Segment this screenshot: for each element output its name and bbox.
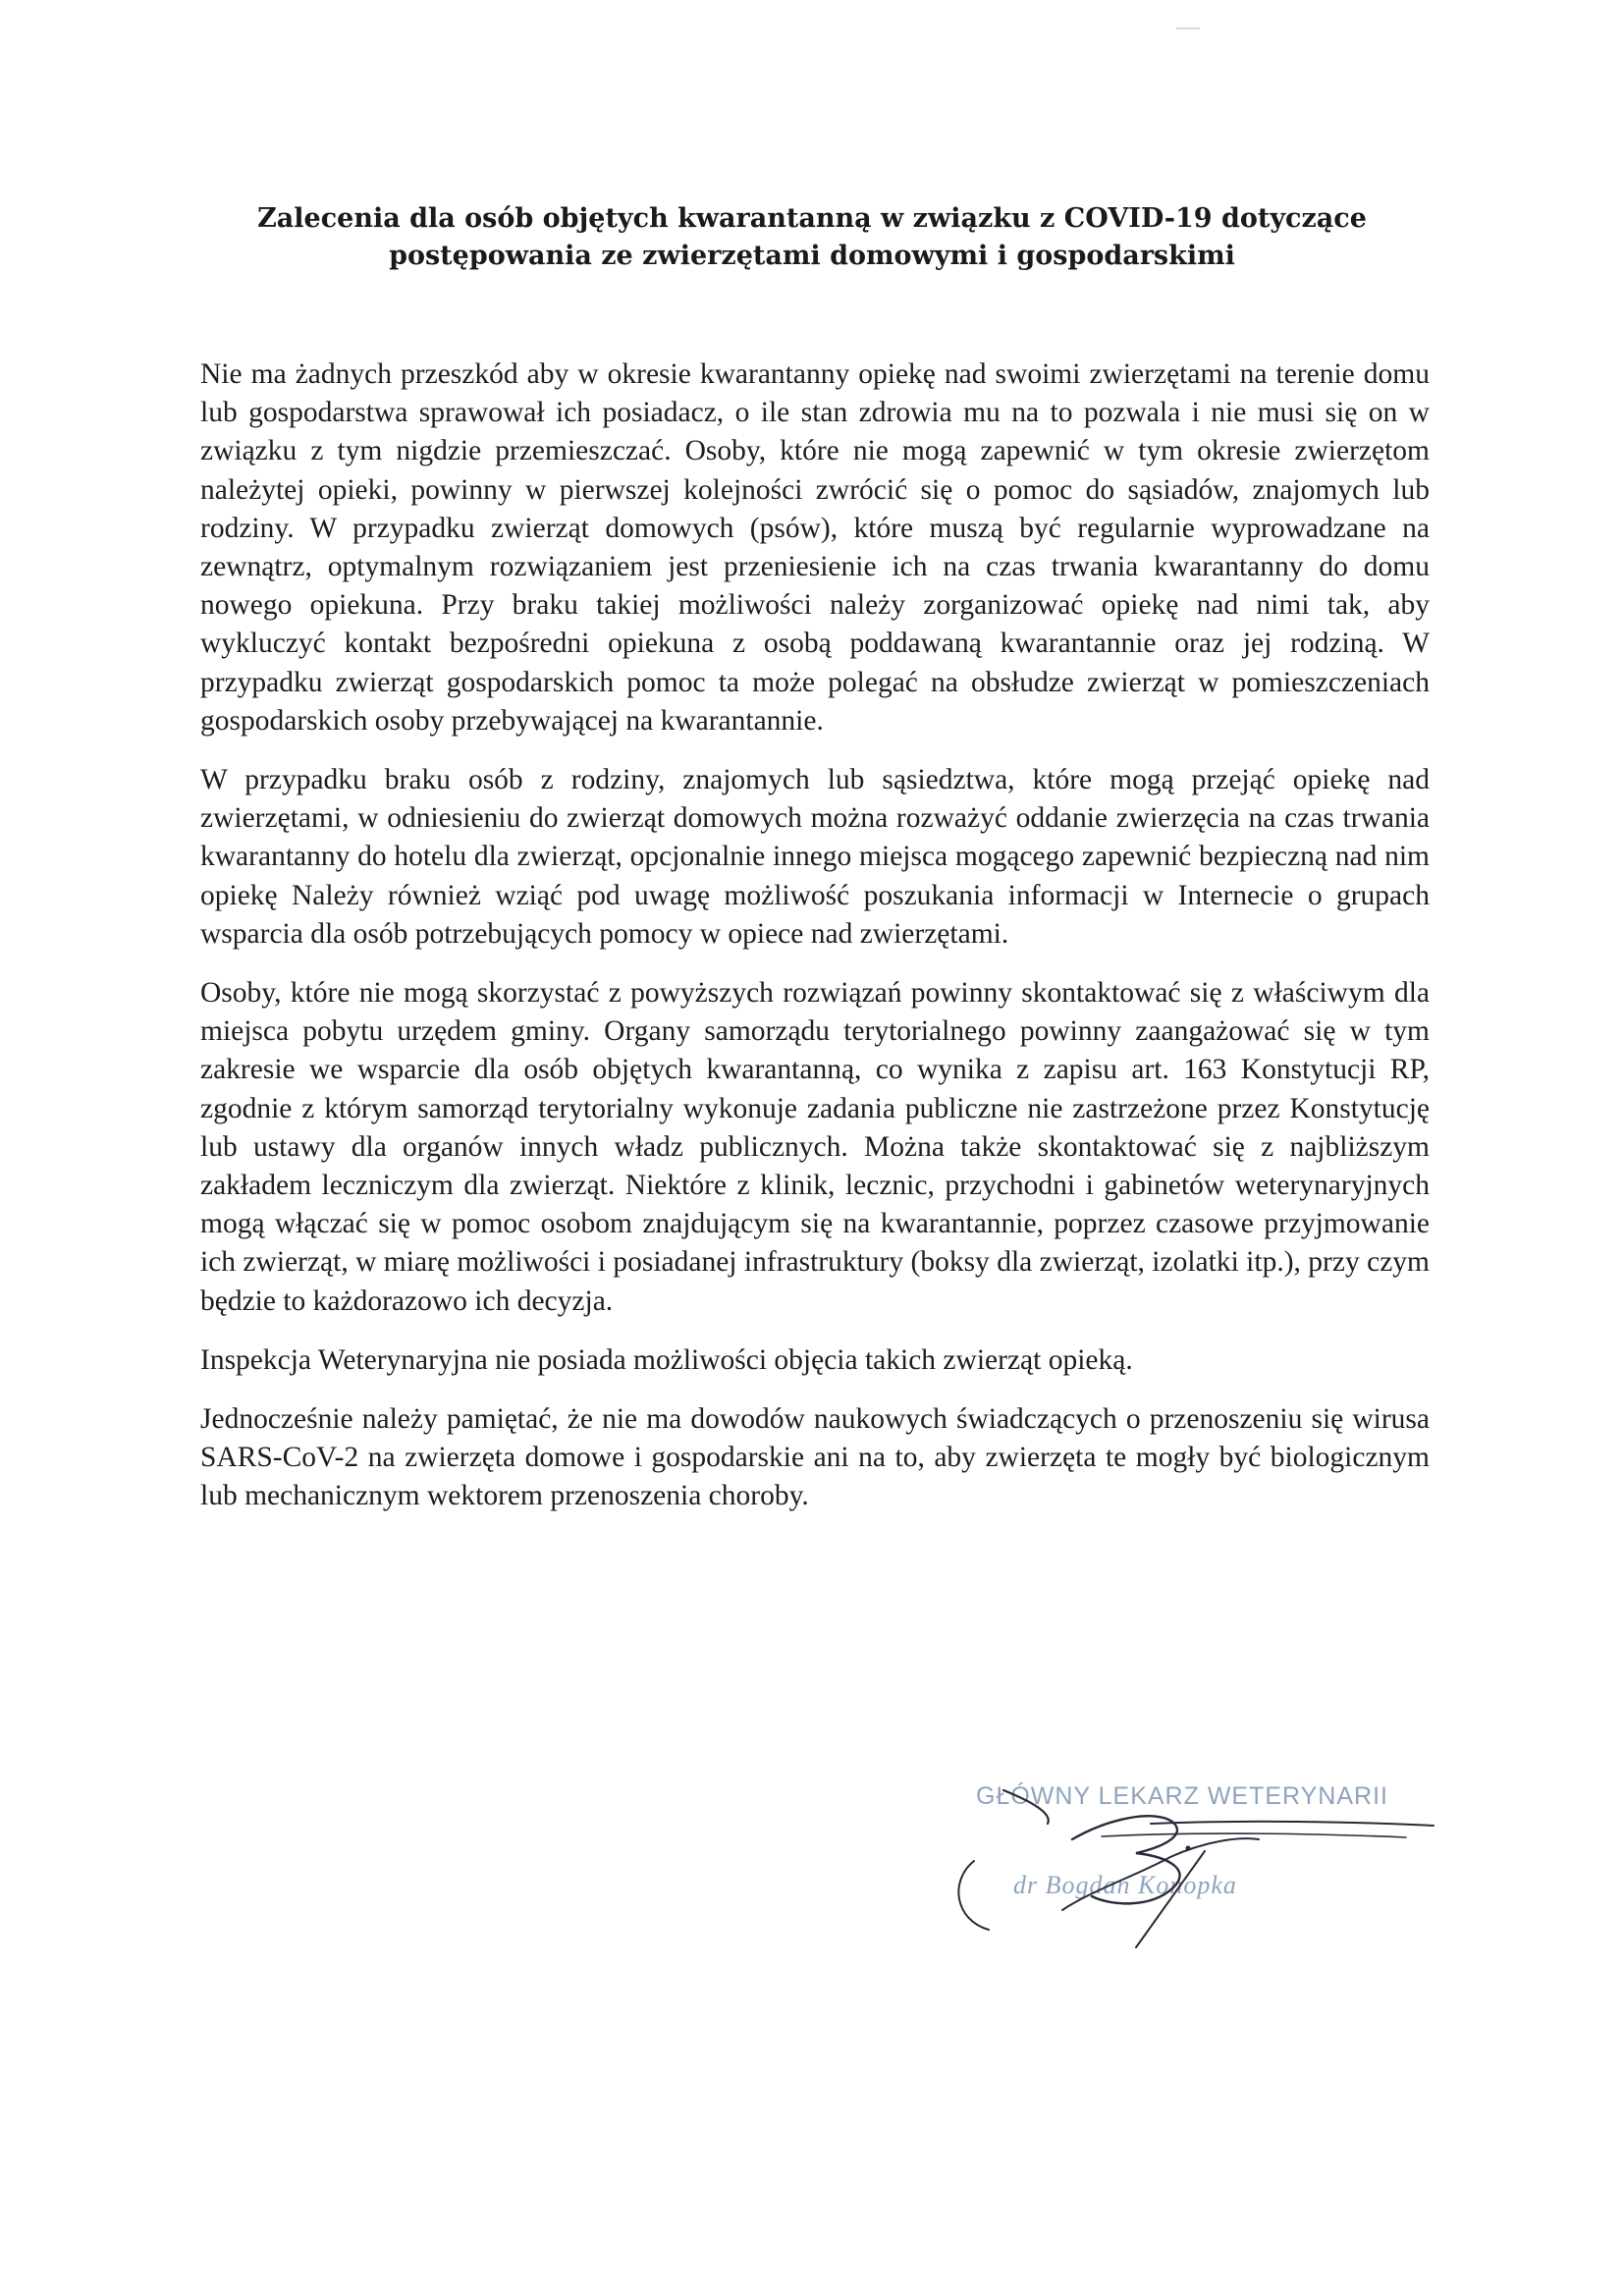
- stamp-name: dr Bogdan Konopka: [1013, 1871, 1237, 1899]
- document-body: [200, 355, 1430, 1537]
- signature-stamp: [945, 1763, 1435, 1959]
- paragraph-2: W przypadku braku osób z rodziny, znajomych lub sąsiedztwa, które mogą przejąć opiekę nad zwierzętami, w odniesieniu do zwierząt domowych można rozważyć oddanie zwierzęcia na czas trwania kwarantanny do hotelu dla zwierząt, opcjonalnie innego miejsca mogącego zapewnić bezpieczną nad nim opiekę Należy również wziąć pod uwagę możliwość poszukania informacji w Internecie o grupach wsparcia dla osób potrzebujących pomocy w opiece nad zwierzętami.: [200, 764, 1430, 950]
- scan-artifact: [1176, 27, 1200, 29]
- paragraph-5: Jednocześnie należy pamiętać, że nie ma dowodów naukowych świadczących o przenoszeniu się wirusa SARS-CoV-2 na zwierzęta domowe i gospodarskie ani na to, aby zwierzęta te mogły być biologicznym lub mechanicznym wektorem przenoszenia choroby.: [200, 1403, 1430, 1512]
- title-line-2: postępowania ze zwierzętami domowymi i gospodarskimi: [389, 241, 1235, 271]
- paragraph-3: Osoby, które nie mogą skorzystać z powyższych rozwiązań powinny skontaktować się z właściwym dla miejsca pobytu urzędem gminy. Organy samorządu terytorialnego powinny zaangażować się w tym zakresie we wsparcie dla osób objętych kwarantanną, co wynika z zapisu art. 163 Konstytucji RP, zgodnie z którym samorząd terytorialny wykonuje zadania publiczne nie zastrzeżone przez Konstytucję lub ustawy dla organów innych władz publicznych. Można także skontaktować się z najbliższym zakładem leczniczym dla zwierząt. Niektóre z klinik, lecznic, przychodni i gabinetów weterynaryjnych mogą włączać się w pomoc osobom znajdującym się na kwarantannie, poprzez czasowe przyjmowanie ich zwierząt, w miarę możliwości i posiadanej infrastruktury (boksy dla zwierząt, izolatki itp.), przy czym będzie to każdorazowo ich decyzja.: [200, 977, 1430, 1317]
- paragraph-4: Inspekcja Weterynaryjna nie posiada możliwości objęcia takich zwierząt opieką.: [200, 1343, 1133, 1376]
- stamp-title: GŁÓWNY LEKARZ WETERYNARII: [976, 1782, 1388, 1810]
- title-line-1: Zalecenia dla osób objętych kwarantanną w związku z COVID-19 dotyczące: [257, 203, 1367, 234]
- paragraph-1: Nie ma żadnych przeszkód aby w okresie kwarantanny opiekę nad swoimi zwierzętami na terenie domu lub gospodarstwa sprawował ich posiadacz, o ile stan zdrowia mu na to pozwala i nie musi się on w związku z tym nigdzie przemieszczać. Osoby, które nie mogą zapewnić w tym okresie zwierzętom należytej opieki, powinny w pierwszej kolejności zwrócić się o pomoc do sąsiadów, znajomych lub rodziny. W przypadku zwierząt domowych (psów), które muszą być regularnie wyprowadzane na zewnątrz, optymalnym rozwiązaniem jest przeniesienie ich na czas trwania kwarantanny do domu nowego opiekuna. Przy braku takiej możliwości należy zorganizować opiekę nad nimi tak, aby wykluczyć kontakt bezpośredni opiekuna z osobą poddawaną kwarantannie oraz jej rodziną. W przypadku zwierząt gospodarskich pomoc ta może polegać na obsłudze zwierząt w pomieszczeniach gospodarskich osoby przebywającej na kwarantannie.: [200, 358, 1430, 737]
- handwritten-signature: [945, 1763, 1435, 1959]
- document-title: [147, 200, 1477, 275]
